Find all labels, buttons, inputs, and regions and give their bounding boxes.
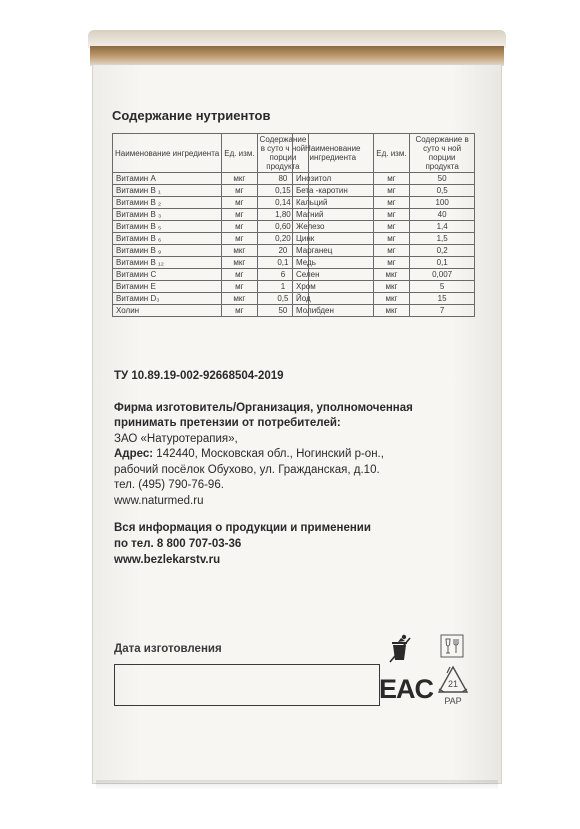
trash-bin-icon [388, 634, 412, 664]
ingredient-name: Цинк [293, 233, 374, 245]
unit-cell: мкг [222, 173, 257, 185]
ingredient-name: Витамин В ₂ [113, 197, 222, 209]
value-cell: 0,5 [257, 293, 309, 305]
value-cell: 1,5 [410, 233, 475, 245]
unit-cell: мг [373, 245, 410, 257]
unit-cell: мкг [222, 245, 257, 257]
unit-cell: мг [222, 233, 257, 245]
phone: тел. (495) 790-76-96. [114, 479, 224, 491]
table-row [293, 257, 475, 269]
unit-cell: мг [222, 221, 257, 233]
table-row [113, 209, 309, 221]
table-row [293, 197, 475, 209]
header-ingredient: Наименование ингредиента [113, 134, 222, 173]
value-cell: 0,2 [410, 245, 475, 257]
table-row [293, 269, 475, 281]
ingredient-name: Молибден [293, 305, 374, 317]
unit-cell: мкг [373, 269, 410, 281]
eac-mark-text: EAC [378, 674, 434, 704]
tu-code: ТУ 10.89.19-002-92668504-2019 [114, 370, 284, 382]
table-row [293, 185, 475, 197]
ingredient-name: Витамин В ₁₂ [113, 257, 222, 269]
eac-mark-icon [378, 671, 434, 704]
unit-cell: мкг [373, 305, 410, 317]
value-cell: 1,80 [257, 209, 309, 221]
table-row [293, 173, 475, 185]
value-cell: 50 [257, 305, 309, 317]
unit-cell: мг [373, 221, 410, 233]
ingredient-name: Железо [293, 221, 374, 233]
date-label: Дата изготовления [114, 643, 222, 655]
ingredient-name: Витамин Е [113, 281, 222, 293]
ingredient-name: Витамин С [113, 269, 222, 281]
table-row [113, 281, 309, 293]
value-cell: 80 [257, 173, 309, 185]
value-cell: 20 [257, 245, 309, 257]
unit-cell: мг [222, 305, 257, 317]
table-row [113, 293, 309, 305]
value-cell: 0,15 [257, 185, 309, 197]
ingredient-name: Витамин D₃ [113, 293, 222, 305]
table-row [113, 185, 309, 197]
unit-cell: мг [373, 185, 410, 197]
table-row [293, 293, 475, 305]
website-naturmed: www.naturmed.ru [114, 495, 204, 507]
table-row [293, 209, 475, 221]
table-row [293, 281, 475, 293]
value-cell: 40 [410, 209, 475, 221]
value-cell: 50 [410, 173, 475, 185]
header-content: Содержание в суто ч ной порции продукта [410, 134, 475, 173]
ingredient-name: Витамин В ₉ [113, 245, 222, 257]
header-content: Содержание в суто ч ной порции продукта [257, 134, 309, 173]
ingredient-name: Марганец [293, 245, 374, 257]
manufacturer-heading-2: принимать претензии от потребителей: [114, 417, 341, 429]
value-cell: 1 [257, 281, 309, 293]
value-cell: 5 [410, 281, 475, 293]
address-line-2: рабочий посёлок Обухово, ул. Гражданская, д.10. [114, 464, 380, 476]
manufacturer-heading-1: Фирма изготовитель/Организация, уполномоченная [114, 402, 413, 414]
value-cell: 0,1 [257, 257, 309, 269]
unit-cell: мкг [373, 281, 410, 293]
value-cell: 0,5 [410, 185, 475, 197]
unit-cell: мг [373, 173, 410, 185]
ingredient-name: Хром [293, 281, 374, 293]
ingredient-name: Йод [293, 293, 374, 305]
unit-cell: мкг [222, 293, 257, 305]
address-line-1 [114, 446, 384, 462]
value-cell: 0,1 [410, 257, 475, 269]
info-line-2: по тел. 8 800 707-03-36 [114, 538, 242, 550]
unit-cell: мг [222, 209, 257, 221]
unit-cell: мг [222, 281, 257, 293]
ingredient-name: Медь [293, 257, 374, 269]
recycle-code: PAP [444, 696, 462, 706]
box-shadow [96, 780, 498, 790]
table-row [293, 305, 475, 317]
website-bezlekarstv: www.bezlekarstv.ru [114, 554, 221, 566]
recycle-icon [436, 664, 470, 708]
unit-cell: мг [222, 269, 257, 281]
table-row [113, 245, 309, 257]
ingredient-name: Холин [113, 305, 222, 317]
nutrients-table-left [112, 133, 309, 317]
ingredient-name: Витамин В ₁ [113, 185, 222, 197]
unit-cell: мг [373, 209, 410, 221]
value-cell: 0,60 [257, 221, 309, 233]
nutrients-title: Содержание нутриентов [112, 108, 271, 123]
header-ingredient: Наименование ингредиента [293, 134, 374, 173]
value-cell: 6 [257, 269, 309, 281]
unit-cell: мг [373, 197, 410, 209]
ingredient-name: Витамин В ₆ [113, 233, 222, 245]
table-row [113, 173, 309, 185]
ingredient-name: Бета -каротин [293, 185, 374, 197]
table-row [113, 197, 309, 209]
table-row [113, 233, 309, 245]
recycle-number: 21 [447, 679, 459, 689]
unit-cell: мг [373, 257, 410, 269]
info-line-1: Вся информация о продукции и применении [114, 522, 371, 534]
table-row [293, 233, 475, 245]
header-unit: Ед. изм. [373, 134, 410, 173]
address-label: Адрес: [114, 448, 154, 460]
nutrients-table-right [292, 133, 475, 317]
address-text: 142440, Московская обл., Ногинский р-он., [153, 448, 384, 460]
unit-cell: мг [373, 233, 410, 245]
ingredient-name: Селен [293, 269, 374, 281]
value-cell: 0,007 [410, 269, 475, 281]
table-row [113, 257, 309, 269]
unit-cell: мг [222, 185, 257, 197]
ingredient-name: Магний [293, 209, 374, 221]
box-lid [90, 46, 504, 66]
table-row [293, 221, 475, 233]
date-box [114, 664, 380, 706]
unit-cell: мкг [373, 293, 410, 305]
table-row [113, 305, 309, 317]
ingredient-name: Витамин А [113, 173, 222, 185]
company-name: ЗАО «Натуротерапия», [114, 433, 238, 445]
ingredient-name: Витамин В ₃ [113, 209, 222, 221]
ingredient-name: Витамин В ₅ [113, 221, 222, 233]
food-safe-icon [440, 634, 464, 658]
unit-cell: мкг [222, 257, 257, 269]
unit-cell: мг [222, 197, 257, 209]
value-cell: 1,4 [410, 221, 475, 233]
value-cell: 7 [410, 305, 475, 317]
value-cell: 0,20 [257, 233, 309, 245]
header-unit: Ед. изм. [222, 134, 257, 173]
table-row [113, 269, 309, 281]
ingredient-name: Кальций [293, 197, 374, 209]
value-cell: 100 [410, 197, 475, 209]
table-row [293, 245, 475, 257]
value-cell: 15 [410, 293, 475, 305]
ingredient-name: Инозитол [293, 173, 374, 185]
table-row [113, 221, 309, 233]
value-cell: 0,14 [257, 197, 309, 209]
